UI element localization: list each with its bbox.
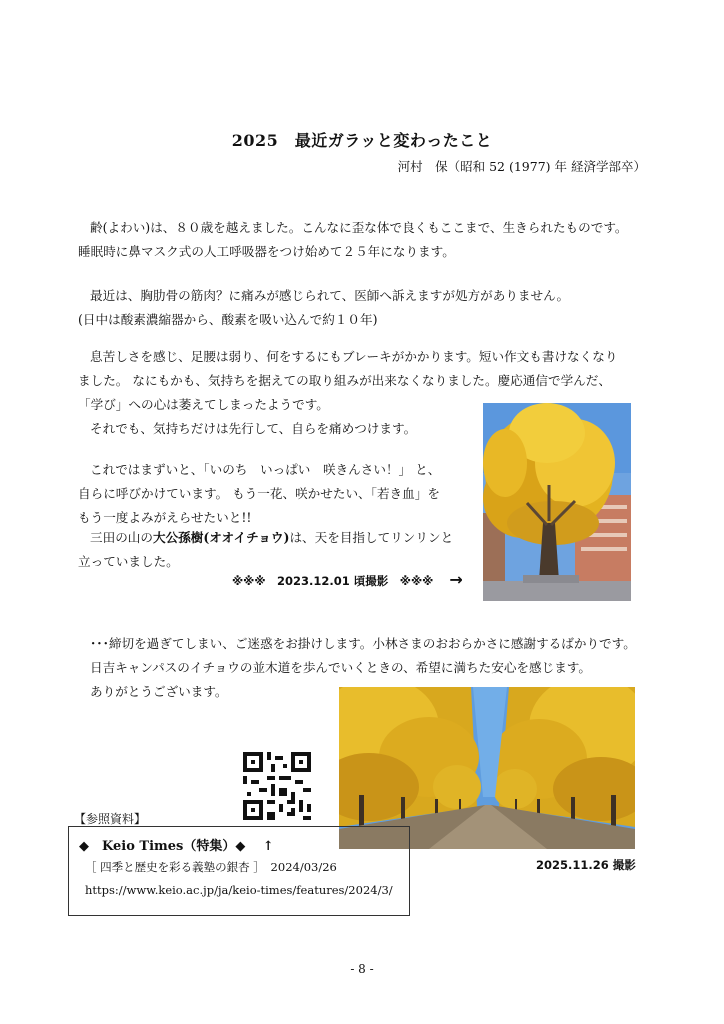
text-line: 自らに呼びかけています。 もう一花、咲かせたい、「若き血」を	[78, 486, 440, 501]
photo1-caption-text: ※※※ 2023.12.01 頃撮影 ※※※	[232, 574, 434, 588]
paragraph-2	[78, 284, 569, 332]
ginkgo-tree-photo	[483, 403, 631, 601]
text-line	[78, 526, 453, 550]
photo2-caption: 2025.11.26 撮影	[536, 858, 636, 872]
text-line: もう一度よみがえらせたいと!!	[78, 510, 252, 525]
text-line: 立っていました。	[78, 554, 179, 569]
reference-title: ◆ Keio Times（特集）◆ ↑	[79, 839, 274, 854]
arrow-right-icon: →	[449, 570, 463, 589]
text-line: それでも、気持ちだけは先行して、自らを痛めつけます。	[90, 421, 417, 436]
text-segment: は、天を目指してリンリンと	[289, 530, 454, 545]
ginkgo-tree-illustration	[483, 403, 631, 601]
text-line: (日中は酸素濃縮器から、酸素を吸い込んで約１０年)	[78, 312, 378, 327]
qr-code-icon	[243, 752, 311, 820]
qr-code[interactable]	[243, 752, 311, 820]
paragraph-1	[78, 216, 628, 264]
text-line: これではまずいと、「いのち いっぱい 咲きんさい！」 と、	[90, 462, 441, 477]
text-line: 日吉キャンパスのイチョウの並木道を歩んでいくときの、希望に満ちた安心を感じます。	[90, 660, 591, 675]
text-line: ました。 なにもかも、気持ちを据えての取り組みが出来なくなりました。慶応通信で学んだ、	[78, 373, 611, 388]
tree-name: 大公孫樹(オオイチョウ)	[152, 530, 290, 545]
page-title: 2025 最近ガラッと変わったこと	[231, 131, 493, 150]
text-line: 最近は、胸肋骨の筋肉？に痛みが感じられて、医師へ訴えますが処方がありません。	[90, 288, 570, 303]
paragraph-4	[78, 458, 440, 530]
paragraph-5	[78, 526, 453, 574]
ginkgo-avenue-illustration	[339, 687, 635, 849]
text-line: 息苦しさを感じ、足腰は弱り、何をするにもブレーキがかかります。短い作文も書けなくなり	[90, 349, 618, 364]
text-line: ･･･締切を過ぎてしまい、ご迷惑をお掛けします。小林さまのおおらかさに感謝するばかりです。	[90, 636, 636, 651]
page-number: - 8 -	[350, 962, 374, 976]
reference-subtitle: ［ 四季と歴史を彩る義塾の銀杏 ］ 2024/03/26	[85, 860, 337, 874]
text-line: 「学び」への心は萎えてしまったようです。	[78, 397, 329, 412]
reference-url-link[interactable]: https://www.keio.ac.jp/ja/keio-times/features/2024/3/	[85, 883, 393, 897]
text-line: ありがとうございます。	[90, 684, 228, 699]
reference-label: 【参照資料】	[74, 812, 147, 826]
text-segment: 三田の山の	[90, 530, 153, 545]
reference-box	[68, 826, 410, 916]
text-line: 睡眠時に鼻マスク式の人工呼吸器をつけ始めて２５年になります。	[78, 244, 455, 259]
ginkgo-avenue-photo	[339, 687, 635, 849]
photo1-caption	[232, 570, 463, 589]
text-line: 齢(よわい)は、８０歳を越えました。こんなに歪な体で良くもここまで、生きられたものです。	[90, 220, 628, 235]
author-line: 河村 保（昭和 52 (1977) 年 経済学部卒）	[397, 159, 646, 174]
